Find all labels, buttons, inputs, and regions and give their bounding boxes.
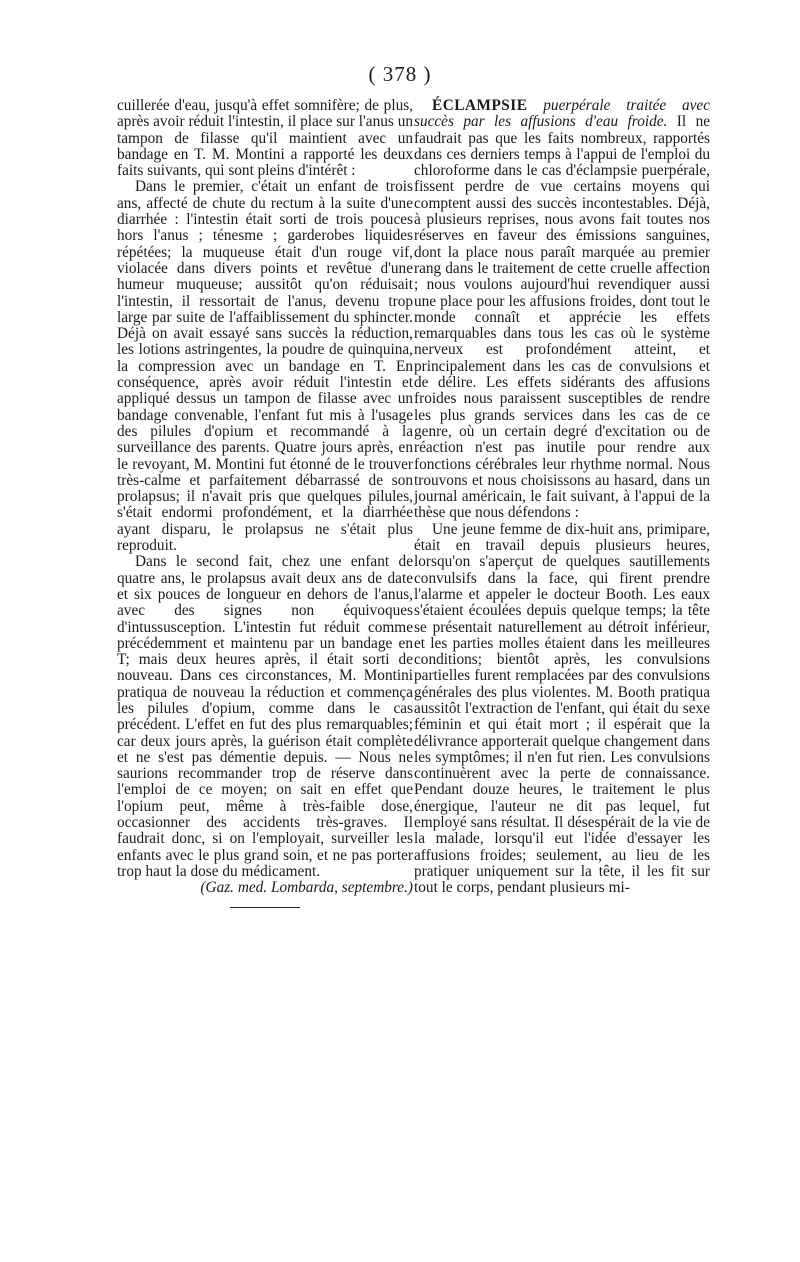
article-heading-italic: puerpérale traitée avec succès par les affusions d'eau froide. [414,97,710,131]
left-column [117,98,413,908]
right-paragraph-2: Une jeune femme de dix-huit ans, primipare, était en travail depuis plusieurs heures, lorsqu'on s'aperçut de quelques sautillements convulsifs dans la face, qui firent prendre l'alarme et appeler le docteur Booth. Les eaux s'étaient écoulées depuis quelque temps; la tête se présentait naturellement au détroit inférieur, et les parties molles étaient dans les meilleures conditions; bientôt après, les convulsions partielles furent remplacées par des convulsions générales des plus violentes. M. Booth pratiqua aussitôt l'extraction de l'enfant, qui était du sexe féminin et qui était mort ; il espérait que la délivrance apporterait quelque changement dans les symptômes; il n'en fut rien. Les convulsions continuèrent avec la perte de connaissance. Pendant douze heures, le traitement le plus énergique, l'auteur ne dit pas lequel, fut employé sans résultat. Il désespérait de la vie de la malade, lorsqu'il eut l'idée d'essayer les affusions froides; seulement, au lieu de les pratiquer uniquement sur la tête, il les fit sur tout le corps, pendant plusieurs mi- [414,520,710,897]
page-number: ( 378 ) [368,62,432,86]
left-paragraph-1: cuillerée d'eau, jusqu'à effet somnifère; de plus, après avoir réduit l'intestin, il place sur l'anus un tampon de filasse qu'il maintient avec un bandage en T. M. Montini a rapporté les deux faits suivants, qui sont pleins d'intérêt : [117,97,413,180]
right-paragraph-1: Il ne faudrait pas que les faits nombreux, rapportés dans ces derniers temps à l'appui de l'emploi du chloroforme dans le cas d'éclampsie puerpérale, fissent perdre de vue certains moyens qui comptent aussi des succès incontestables. Déjà, à plusieurs reprises, nous avons fait toutes nos réserves en faveur des émissions sanguines, dont la place nous paraît marquée au premier rang dans le traitement de cette cruelle affection ; nous voulons aujourd'hui revendiquer aussi une place pour les affusions froides, dont tout le monde connaît et apprécie les effets remarquables dans tous les cas où le système nerveux est profondément atteint, et principalement dans les cas de convulsions et de délire. Les effets sidérants des affusions froides nous paraissent susceptibles de rendre les plus grands services dans les cas de ce genre, où un certain degré d'excitation ou de réaction n'est pas inutile pour rendre aux fonctions cérébrales leur rhythme normal. Nous trouvons et nous choisissons au hasard, dans un journal américain, le fait suivant, à l'appui de la thèse que nous défendons : [414,113,711,522]
left-paragraph-3: Dans le second fait, chez une enfant de quatre ans, le prolapsus avait deux ans de date et six pouces de longueur en dehors de l'anus, avec des signes non équivoques d'intussusception. L'intestin fut réduit comme précédemment et maintenu par un bandage en T; mais deux heures après, il était sorti de nouveau. Dans ces circonstances, M. Montini pratiqua de nouveau la réduction et commença les pilules d'opium, comme dans le cas précédent. L'effet en fut des plus remarquables; car deux jours après, la guérison était complète et ne s'est pas démentie depuis. — Nous ne saurions recommander trop de réserve dans l'emploi de ce moyen; on sait en effet que l'opium peut, même à très-faible dose, occasionner des accidents très-graves. Il faudrait donc, si on l'employait, surveiller les enfants avec le plus grand soin, et ne pas porter trop haut la dose du médicament. [117,553,413,880]
left-paragraph-2: Dans le premier, c'était un enfant de trois ans, affecté de chute du rectum à la suite d'une diarrhée : l'intestin était sorti de trois pouces hors l'anus ; ténesme ; garderobes liquides répétées; la muqueuse était d'un rouge vif, violacée dans divers points et revêtue d'une humeur muqueuse; aussitôt qu'on réduisait l'intestin, il ressortait de l'anus, devenu trop large par suite de l'affaiblissement du sphincter. Déjà on avait essayé sans succès la réduction, les lotions astringentes, la poudre de quinquina, la compression avec un bandage en T. En conséquence, après avoir réduit l'intestin et appliqué dessus un tampon de filasse avec un bandage convenable, l'enfant fut mis à l'usage des pilules d'opium et recommandé à la surveillance des parents. Quatre jours après, en le revoyant, M. Montini fut étonné de le trouver très-calme et parfaitement débarrassé de son prolapsus; il n'avait pris que quelques pilules, s'était endormi profondément, et la diarrhée ayant disparu, le prolapsus ne s'était plus reproduit. [117,178,413,555]
source-citation: (Gaz. med. Lombarda, septembre.) [200,879,413,897]
section-divider [230,907,300,908]
article-intro [414,98,710,522]
article-heading-caps: ÉCLAMPSIE [432,97,528,114]
right-column [414,98,710,897]
